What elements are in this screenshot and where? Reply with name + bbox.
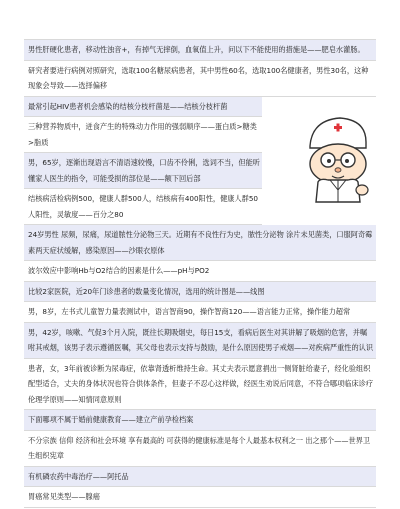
- doctor-mascot-illustration: [300, 112, 376, 204]
- list-item: 胃癌常见类型——腺癌: [24, 487, 376, 508]
- list-item: 有机磷农药中毒治疗——阿托品: [24, 467, 376, 488]
- list-item: 下面哪项不属于婚前健康教育——建立产前孕检档案: [24, 410, 376, 431]
- list-item: 研究者要进行病例对照研究，选取100名糖尿病患者，其中男性60名，选取100名健康者，男性30名，这种现象会导致——选择偏移: [24, 61, 376, 97]
- list-item: 波尔效应中影响Hb与O2结合的因素是什么——pH与PO2: [24, 261, 376, 282]
- list-item: 男，8岁，左书式儿童智力量表测试中，语言智商90，操作智商120——语言能力正常，操作能力超常: [24, 302, 376, 323]
- list-item: 比较2家医院，近20年门诊患者的数量变化情况，选用的统计图是——线图: [24, 282, 376, 303]
- list-item: 三种营养物质中，迸食产生的特殊动力作用的强弱顺序——蛋白质>糖类>脂质: [24, 117, 262, 153]
- list-item: 不分宗族 信仰 经济和社会环境 享有最高的 可获得的健康标准是每个人最基本权利之一 出之那个——世界卫生组织宪章: [24, 431, 376, 467]
- list-item: 最常引起HIV患者机会感染的结核分枝杆菌是——结核分枝杆菌: [24, 97, 262, 118]
- list-item: 男，42岁，咳嗽、气促3个月入院，既往长期吸烟史，每日15支，看病后医生对其讲解了吸烟的危害，并嘱咐其戒烟，该男子表示遵循医嘱，其父母也表示支持与鼓励，是什么原因使男子戒烟——对疾病严重性的认识: [24, 323, 376, 359]
- list-item: 男，65岁，逐渐出现语言不清语速较慢，口齿不伶俐，选词不当，但能听懂家人医生的指令，可能受损的部位是——额下回后部: [24, 153, 262, 189]
- qa-list: [24, 39, 376, 508]
- list-item: 24岁男性 尿频，尿痛，尿道脓性分泌物三天。近期有不良性行为史，脓性分泌物 涂片未见菌类，口服阿奇霉素两天症状缓解，感染原因——沙眼衣原体: [24, 225, 376, 261]
- list-item: 男性肝硬化患者，移动性浊音+，有掉气无摔倒，血氧值上升，问以下不能使用的措施是——肥皂水灌肠。: [24, 40, 376, 61]
- list-item: 结核病活检病例500，健康人群500人，结核病有400阳性，健康人群50人阳性，灵敏度——百分之80: [24, 189, 262, 225]
- list-item: 患者，女，3年前被诊断为尿毒症，依靠肾透析维持生命。其丈夫表示愿意捐出一侧肾脏给妻子，经化验组织配型适合，丈夫的身体状况也符合供体条件，但妻子不忍心这样做，经医生劝说后同意，不符合哪项临床诊疗伦理学原则——知情同意原则: [24, 359, 376, 411]
